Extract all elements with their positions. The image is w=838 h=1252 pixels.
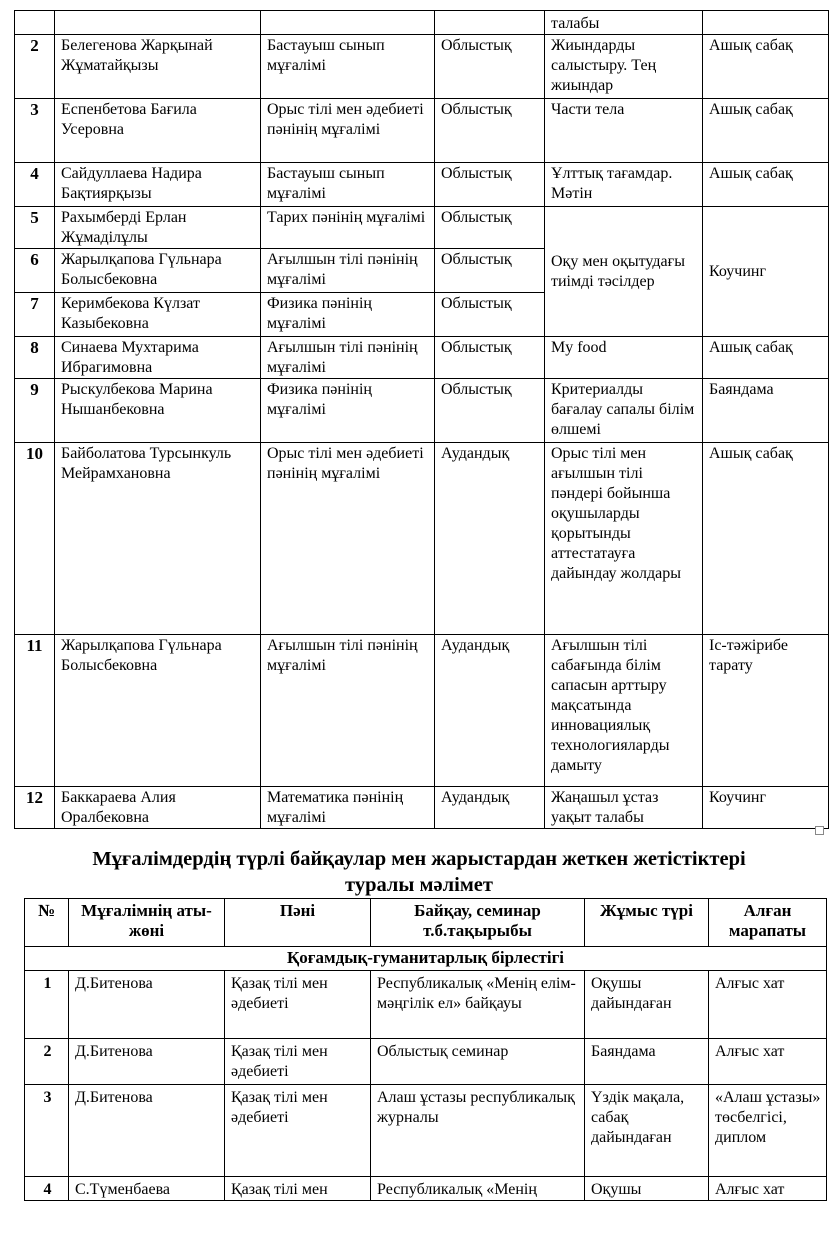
event-topic: Алаш ұстазы республикалық журналы [371, 1085, 585, 1177]
event-level: Аудандық [435, 787, 545, 829]
teacher-name: С.Түменбаева [69, 1177, 225, 1201]
teacher-name: Рыскулбекова Марина Нышанбековна [55, 379, 261, 443]
table-row [25, 1085, 827, 1177]
row-number: 11 [15, 635, 55, 787]
award: «Алаш ұстазы» төсбелгісі, диплом [709, 1085, 827, 1177]
event-level: Облыстық [435, 99, 545, 163]
table-row [15, 11, 829, 35]
event-level: Облыстық [435, 207, 545, 249]
header-event: Байқау, семинар т.б.тақырыбы [371, 899, 585, 947]
event-form: Ашық сабақ [703, 443, 829, 635]
section-title [0, 846, 838, 898]
event-level: Облыстық [435, 35, 545, 99]
event-topic: талабы [545, 11, 703, 35]
award: Алғыс хат [709, 1177, 827, 1201]
event-level: Облыстық [435, 249, 545, 293]
row-number: 4 [15, 163, 55, 207]
row-number: 5 [15, 207, 55, 249]
teacher-position: Тарих пәнінің мұғалімі [261, 207, 435, 249]
teacher-name: Жарылқапова Гүльнара Болысбековна [55, 635, 261, 787]
teacher-position: Физика пәнінің мұғалімі [261, 293, 435, 337]
teacher-name: Д.Битенова [69, 971, 225, 1039]
teacher-position: Бастауыш сынып мұғалімі [261, 35, 435, 99]
teacher-name [55, 11, 261, 35]
event-level: Аудандық [435, 635, 545, 787]
teacher-position: Ағылшын тілі пәнінің мұғалімі [261, 249, 435, 293]
teacher-name: Белегенова Жарқынай Жұматайқызы [55, 35, 261, 99]
award: Алғыс хат [709, 971, 827, 1039]
row-number: 2 [25, 1039, 69, 1085]
teacher-position: Физика пәнінің мұғалімі [261, 379, 435, 443]
subject: Қазақ тілі мен [225, 1177, 371, 1201]
event-topic: Республикалық «Менің елім-мәңгілік ел» байқауы [371, 971, 585, 1039]
teacher-position: Математика пәнінің мұғалімі [261, 787, 435, 829]
header-award: Алған марапаты [709, 899, 827, 947]
teacher-name: Д.Битенова [69, 1085, 225, 1177]
event-level: Облыстық [435, 293, 545, 337]
event-form: Іс-тәжірибе тарату [703, 635, 829, 787]
achievements-table [24, 898, 827, 1201]
event-topic: Ағылшын тілі сабағында білім сапасын арттыру мақсатында инновациялық технологияларды дамыту [545, 635, 703, 787]
section-title-line2: туралы мәлімет [345, 874, 493, 896]
row-number: 4 [25, 1177, 69, 1201]
event-topic: My food [545, 337, 703, 379]
section-title-line1: Мұғалімдердің түрлі байқаулар мен жарыстардан жеткен жетістіктері [92, 848, 746, 870]
event-form: Ашық сабақ [703, 163, 829, 207]
teacher-name: Рахымберді Ерлан Жұмаділұлы [55, 207, 261, 249]
subject: Қазақ тілі мен әдебиеті [225, 1039, 371, 1085]
header-num: № [25, 899, 69, 947]
row-number: 10 [15, 443, 55, 635]
subject: Қазақ тілі мен әдебиеті [225, 971, 371, 1039]
event-topic: Критериалды бағалау сапалы білім өлшемі [545, 379, 703, 443]
header-name: Мұғалімнің аты-жөні [69, 899, 225, 947]
work-type: Үздік мақала, сабақ дайындаған [585, 1085, 709, 1177]
row-number: 8 [15, 337, 55, 379]
table-row [25, 1177, 827, 1201]
row-number [15, 11, 55, 35]
event-topic: Части тела [545, 99, 703, 163]
event-topic: Жаңашыл ұстаз уақыт талабы [545, 787, 703, 829]
event-topic: Республикалық «Менің [371, 1177, 585, 1201]
event-form: Ашық сабақ [703, 99, 829, 163]
teacher-name: Керимбекова Күлзат Казыбековна [55, 293, 261, 337]
table-row [15, 787, 829, 829]
header-work: Жұмыс түрі [585, 899, 709, 947]
event-form [703, 11, 829, 35]
work-type: Оқушы дайындаған [585, 971, 709, 1039]
teacher-position: Орыс тілі мен әдебиеті пәнінің мұғалімі [261, 99, 435, 163]
table-row [15, 35, 829, 99]
teacher-position [261, 11, 435, 35]
group-label: Қоғамдық-гуманитарлық бірлестігі [25, 947, 827, 971]
event-form: Ашық сабақ [703, 35, 829, 99]
row-number: 3 [15, 99, 55, 163]
teacher-name: Синаева Мухтарима Ибрагимовна [55, 337, 261, 379]
teacher-position: Орыс тілі мен әдебиеті пәнінің мұғалімі [261, 443, 435, 635]
table-row [15, 379, 829, 443]
event-level: Облыстық [435, 337, 545, 379]
teacher-name: Жарылқапова Гүльнара Болысбековна [55, 249, 261, 293]
teacher-name: Баккараева Алия Оралбековна [55, 787, 261, 829]
event-topic: Орыс тілі мен ағылшын тілі пәндері бойынша оқушыларды қорытынды аттестатауға дайындау жолдары [545, 443, 703, 635]
row-number: 3 [25, 1085, 69, 1177]
table-row [15, 443, 829, 635]
table-row [15, 635, 829, 787]
event-form: Коучинг [703, 207, 829, 337]
row-number: 1 [25, 971, 69, 1039]
row-number: 9 [15, 379, 55, 443]
event-topic: Облыстық семинар [371, 1039, 585, 1085]
event-topic: Ұлттық тағамдар. Мәтін [545, 163, 703, 207]
teacher-name: Еспенбетова Бағила Усеровна [55, 99, 261, 163]
teacher-position: Ағылшын тілі пәнінің мұғалімі [261, 635, 435, 787]
work-type: Оқушы [585, 1177, 709, 1201]
teacher-position: Бастауыш сынып мұғалімі [261, 163, 435, 207]
table-header-row [25, 899, 827, 947]
row-number: 2 [15, 35, 55, 99]
event-form: Коучинг [703, 787, 829, 829]
group-row [25, 947, 827, 971]
table-row [15, 99, 829, 163]
row-number: 6 [15, 249, 55, 293]
teacher-name: Байболатова Турсынкуль Мейрамхановна [55, 443, 261, 635]
event-topic: Оқу мен оқытудағы тиімді тәсілдер [545, 207, 703, 337]
event-level: Облыстық [435, 163, 545, 207]
event-topic: Жиындарды салыстыру. Тең жиындар [545, 35, 703, 99]
event-form: Баяндама [703, 379, 829, 443]
table-row [25, 971, 827, 1039]
work-type: Баяндама [585, 1039, 709, 1085]
table-row [25, 1039, 827, 1085]
row-number: 12 [15, 787, 55, 829]
event-form: Ашық сабақ [703, 337, 829, 379]
event-level: Аудандық [435, 443, 545, 635]
header-subject: Пәні [225, 899, 371, 947]
teacher-position: Ағылшын тілі пәнінің мұғалімі [261, 337, 435, 379]
event-level: Облыстық [435, 379, 545, 443]
teacher-name: Сайдуллаева Надира Бақтиярқызы [55, 163, 261, 207]
row-number: 7 [15, 293, 55, 337]
subject: Қазақ тілі мен әдебиеті [225, 1085, 371, 1177]
table-row [15, 337, 829, 379]
award: Алғыс хат [709, 1039, 827, 1085]
table-row [15, 163, 829, 207]
event-level [435, 11, 545, 35]
table-row [15, 207, 829, 249]
table-resize-handle[interactable] [815, 826, 824, 835]
teacher-name: Д.Битенова [69, 1039, 225, 1085]
events-table [14, 10, 829, 829]
